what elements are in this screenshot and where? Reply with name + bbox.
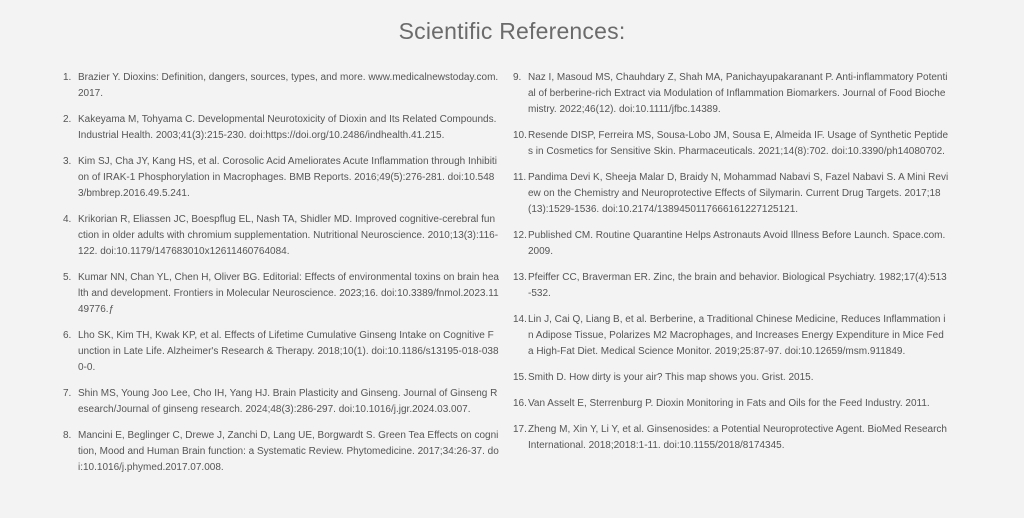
reference-text: Published CM. Routine Quarantine Helps Astronauts Avoid Illness Before Launch. Space.com. 2009. xyxy=(528,230,946,257)
reference-item xyxy=(513,422,949,454)
reference-item xyxy=(63,386,499,418)
reference-item xyxy=(63,154,499,202)
reference-text: Pandima Devi K, Sheeja Malar D, Braidy N, Mohammad Nabavi S, Fazel Nabavi S. A Mini Review on the Chemistry and Neuroprotective Effects of Silymarin. Current Drug Targets. 2017;18(13):1529-1536. doi:10.2174/1389450117666161227125121. xyxy=(528,172,949,215)
reference-item xyxy=(513,396,949,412)
reference-number: 13. xyxy=(513,272,527,283)
reference-text: Shin MS, Young Joo Lee, Cho IH, Yang HJ. Brain Plasticity and Ginseng. Journal of Ginseng Research/Journal of ginseng research. 2024;48(3):286-297. doi:10.1016/j.jgr.2024.03.007. xyxy=(78,388,498,415)
reference-item xyxy=(63,428,499,476)
reference-text: Van Asselt E, Sterrenburg P. Dioxin Monitoring in Fats and Oils for the Feed Industry. 2011. xyxy=(528,398,930,409)
reference-item xyxy=(513,128,949,160)
reference-number: 2. xyxy=(63,114,72,125)
reference-item xyxy=(63,328,499,376)
reference-number: 11. xyxy=(513,172,527,183)
reference-number: 12. xyxy=(513,230,527,241)
reference-text: Mancini E, Beglinger C, Drewe J, Zanchi D, Lang UE, Borgwardt S. Green Tea Effects on cognition, Mood and Human Brain function: a Systematic Review. Phytomedicine. 2017;34:26-37. doi:10.1016/j.phymed.2017.07.008. xyxy=(78,430,499,473)
reference-item xyxy=(513,228,949,260)
reference-text: Naz I, Masoud MS, Chauhdary Z, Shah MA, Panichayupakaranant P. Anti-inflammatory Potential of berberine-rich Extract via Modulation of Inflammation Biomarkers. Journal of Food Biochemistry. 2022;46(12). doi:10.1111/jfbc.14389. xyxy=(528,72,948,115)
reference-item xyxy=(513,270,949,302)
reference-number: 16. xyxy=(513,398,527,409)
reference-number: 10. xyxy=(513,130,527,141)
references-column-right xyxy=(513,70,949,464)
reference-number: 4. xyxy=(63,214,72,225)
reference-text: Pfeiffer CC, Braverman ER. Zinc, the brain and behavior. Biological Psychiatry. 1982;17(4):513-532. xyxy=(528,272,947,299)
reference-number: 8. xyxy=(63,430,72,441)
reference-text: Brazier Y. Dioxins: Definition, dangers, sources, types, and more. www.medicalnewstoday.com. 2017. xyxy=(78,72,499,99)
reference-item xyxy=(513,170,949,218)
reference-text: Krikorian R, Eliassen JC, Boespflug EL, Nash TA, Shidler MD. Improved cognitive-cerebral function in older adults with chromium supplementation. Nutritional Neuroscience. 2010;13(3):116-122. doi:10.1179/147683010x12611460764084. xyxy=(78,214,499,257)
reference-number: 5. xyxy=(63,272,72,283)
reference-text: Kakeyama M, Tohyama C. Developmental Neurotoxicity of Dioxin and Its Related Compounds. Industrial Health. 2003;41(3):215-230. doi:https://doi.org/10.2486/indhealth.41.215. xyxy=(78,114,497,141)
reference-number: 3. xyxy=(63,156,72,167)
reference-number: 15. xyxy=(513,372,527,383)
reference-number: 9. xyxy=(513,72,522,83)
reference-number: 17. xyxy=(513,424,527,435)
reference-item xyxy=(63,270,499,318)
reference-number: 6. xyxy=(63,330,72,341)
reference-item xyxy=(513,312,949,360)
reference-text: Smith D. How dirty is your air? This map shows you. Grist. 2015. xyxy=(528,372,814,383)
reference-number: 14. xyxy=(513,314,527,325)
reference-item xyxy=(63,212,499,260)
reference-text: Zheng M, Xin Y, Li Y, et al. Ginsenosides: a Potential Neuroprotective Agent. BioMed Research International. 2018;2018:1-11. doi:10.1155/2018/8174345. xyxy=(528,424,947,451)
reference-number: 1. xyxy=(63,72,72,83)
reference-text: Lin J, Cai Q, Liang B, et al. Berberine, a Traditional Chinese Medicine, Reduces Inflammation in Adipose Tissue, Polarizes M2 Macrophages, and Increases Energy Expenditure in Mice Fed a High-Fat Diet. Medical Science Monitor. 2019;25:87-97. doi:10.12659/msm.911849. xyxy=(528,314,946,357)
reference-text: Kumar NN, Chan YL, Chen H, Oliver BG. Editorial: Effects of environmental toxins on brain health and development. Frontiers in Molecular Neuroscience. 2023;16. doi:10.3389/fnmol.2023.1149776.ƒ xyxy=(78,272,499,315)
page-title: Scientific References: xyxy=(398,18,626,44)
reference-item xyxy=(63,70,499,102)
reference-number: 7. xyxy=(63,388,72,399)
reference-text: Resende DISP, Ferreira MS, Sousa-Lobo JM, Sousa E, Almeida IF. Usage of Synthetic Peptides in Cosmetics for Sensitive Skin. Pharmaceuticals. 2021;14(8):702. doi:10.3390/ph14080702. xyxy=(528,130,949,157)
reference-text: Kim SJ, Cha JY, Kang HS, et al. Corosolic Acid Ameliorates Acute Inflammation through Inhibition of IRAK-1 Phosphorylation in Macrophages. BMB Reports. 2016;49(5):276-281. doi:10.5483/bmbrep.2016.49.5.241. xyxy=(78,156,497,199)
references-column-left xyxy=(63,70,499,486)
reference-item xyxy=(513,70,949,118)
reference-item xyxy=(63,112,499,144)
reference-text: Lho SK, Kim TH, Kwak KP, et al. Effects of Lifetime Cumulative Ginseng Intake on Cognitive Function in Late Life. Alzheimer's Research & Therapy. 2018;10(1). doi:10.1186/s13195-018-0380-0. xyxy=(78,330,499,373)
reference-item xyxy=(513,370,949,386)
